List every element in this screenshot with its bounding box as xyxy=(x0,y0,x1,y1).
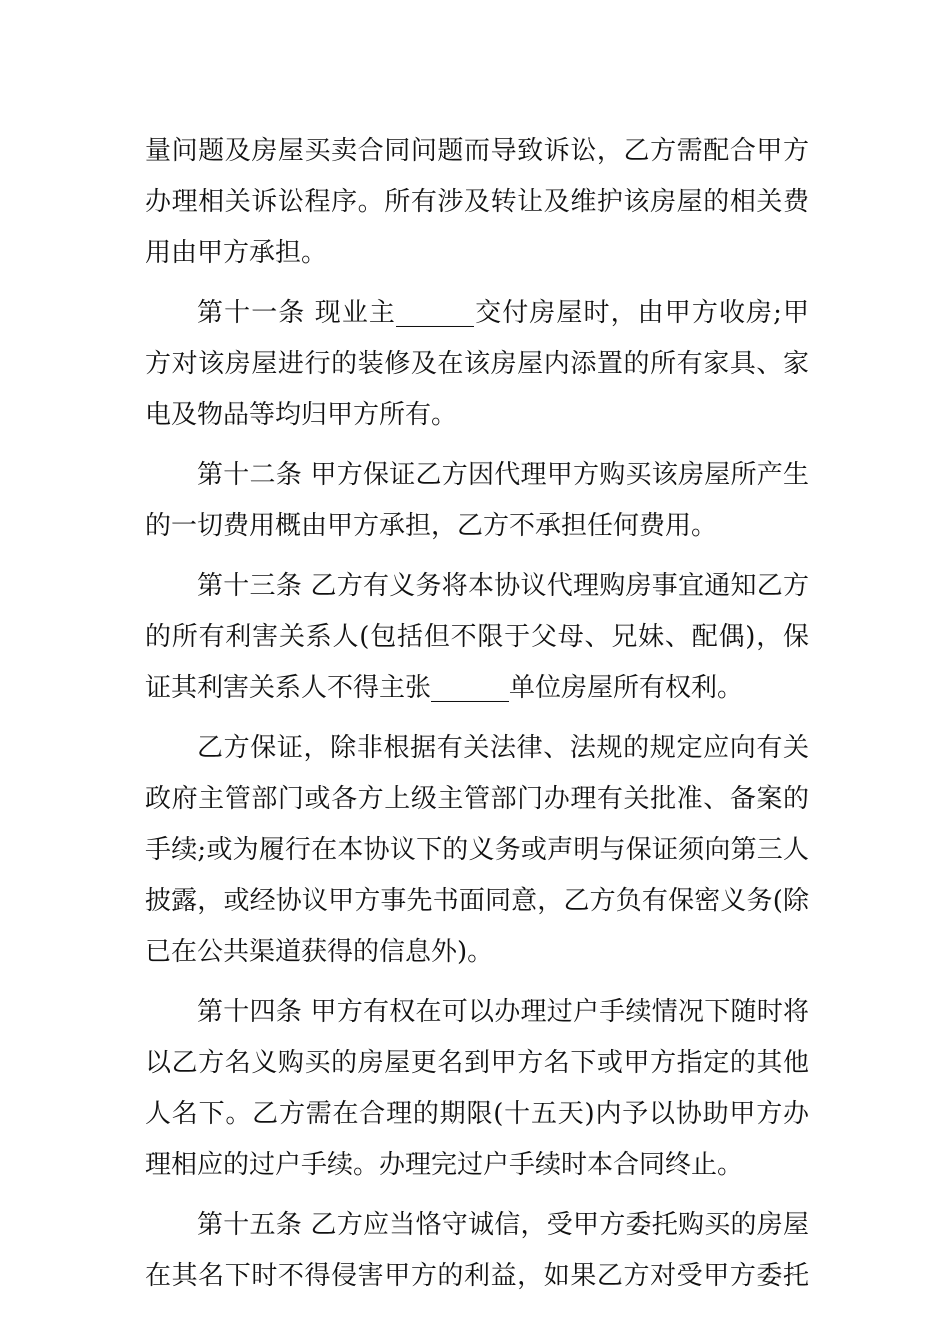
text-line: 用由甲方承担。 xyxy=(145,238,328,268)
paragraph-confidentiality xyxy=(145,723,809,978)
text-line: 手续;或为履行在本协议下的义务或声明与保证须向第三人 xyxy=(145,835,809,865)
text-line: 以乙方名义购买的房屋更名到甲方名下或甲方指定的其他 xyxy=(145,1048,809,1078)
text-line: 证其利害关系人不得主张______单位房屋所有权利。 xyxy=(145,673,744,703)
paragraph-article-11 xyxy=(145,288,809,441)
text-line: 理相应的过户手续。办理完过户手续时本合同终止。 xyxy=(145,1150,744,1180)
paragraph-continuation xyxy=(145,126,809,279)
paragraph-article-14 xyxy=(145,987,809,1191)
text-line: 已在公共渠道获得的信息外)。 xyxy=(145,937,494,967)
text-line: 披露，或经协议甲方事先书面同意，乙方负有保密义务(除 xyxy=(145,886,809,916)
text-line: 第十一条 现业主______交付房屋时，由甲方收房;甲 xyxy=(197,298,809,328)
text-line: 第十三条 乙方有义务将本协议代理购房事宜通知乙方 xyxy=(197,571,809,601)
text-line: 第十二条 甲方保证乙方因代理甲方购买该房屋所产生 xyxy=(197,460,809,490)
text-line: 第十四条 甲方有权在可以办理过户手续情况下随时将 xyxy=(197,997,809,1027)
paragraph-article-13 xyxy=(145,561,809,714)
text-line: 电及物品等均归甲方所有。 xyxy=(145,400,458,430)
text-line: 人名下。乙方需在合理的期限(十五天)内予以协助甲方办 xyxy=(145,1099,809,1129)
text-line: 乙方保证，除非根据有关法律、法规的规定应向有关 xyxy=(197,733,809,763)
text-line: 的所有利害关系人(包括但不限于父母、兄妹、配偶)，保 xyxy=(145,622,809,652)
text-line: 方对该房屋进行的装修及在该房屋内添置的所有家具、家 xyxy=(145,349,809,379)
text-line: 政府主管部门或各方上级主管部门办理有关批准、备案的 xyxy=(145,784,809,814)
text-line: 办理相关诉讼程序。所有涉及转让及维护该房屋的相关费 xyxy=(145,187,809,217)
document-body xyxy=(145,126,809,1311)
text-line: 的一切费用概由甲方承担，乙方不承担任何费用。 xyxy=(145,511,718,541)
paragraph-article-12 xyxy=(145,450,809,552)
paragraph-article-15 xyxy=(145,1200,809,1302)
text-line: 第十五条 乙方应当恪守诚信，受甲方委托购买的房屋 xyxy=(197,1210,809,1240)
text-line: 在其名下时不得侵害甲方的利益，如果乙方对受甲方委托 xyxy=(145,1261,809,1291)
text-line: 量问题及房屋买卖合同问题而导致诉讼，乙方需配合甲方 xyxy=(145,136,809,166)
